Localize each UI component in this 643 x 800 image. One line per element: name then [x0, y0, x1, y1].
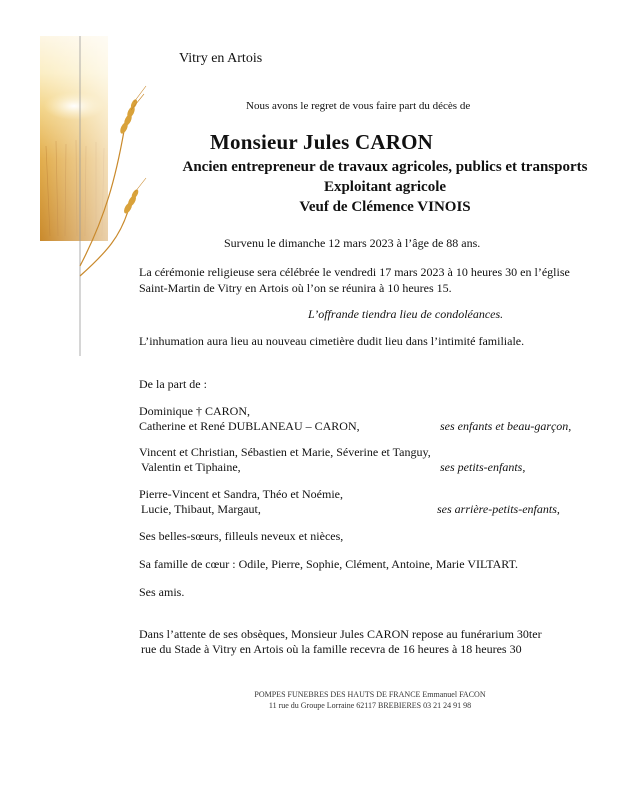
deceased-title-1: Ancien entrepreneur de travaux agricoles, publics et transports	[182, 159, 588, 175]
family-group3-line1: Pierre-Vincent et Sandra, Théo et Noémie,	[139, 487, 343, 501]
place-heading: Vitry en Artois	[179, 51, 263, 66]
family-group2-relation: ses petits-enfants,	[440, 460, 526, 474]
deceased-name: Monsieur Jules CARON	[210, 130, 433, 154]
ceremony-line-2: Saint-Martin de Vitry en Artois où l’on se réunira à 10 heures 15.	[139, 281, 452, 295]
offering-text: L’offrande tiendra lieu de condoléances.	[308, 307, 504, 321]
death-date-text: Survenu le dimanche 12 mars 2023 à l’âge de 88 ans.	[224, 236, 481, 250]
rest-line-2: rue du Stade à Vitry en Artois où la famille recevra de 16 heures à 18 heures 30	[141, 642, 522, 656]
rest-line-1: Dans l’attente de ses obsèques, Monsieur Jules CARON repose au funérarium 30ter	[139, 627, 542, 641]
family-group1-line2: Catherine et René DUBLANEAU – CARON,	[139, 419, 360, 433]
intro-text: Nous avons le regret de vous faire part du décès de	[246, 100, 471, 112]
ceremony-line-1: La cérémonie religieuse sera célébrée le vendredi 17 mars 2023 à 10 heures 30 en l’église	[139, 265, 570, 279]
funeral-home-address: 11 rue du Groupe Lorraine 62117 BREBIERES 03 21 24 91 98	[268, 701, 472, 710]
family-group2-line1: Vincent et Christian, Sébastien et Marie, Séverine et Tanguy,	[139, 445, 431, 459]
deceased-title-3: Veuf de Clémence VINOIS	[299, 199, 471, 215]
family-group3-relation: ses arrière-petits-enfants,	[437, 502, 560, 516]
in-laws-text: Ses belles-sœurs, filleuls neveux et nièces,	[139, 529, 344, 543]
heart-family-text: Sa famille de cœur : Odile, Pierre, Sophie, Clément, Antoine, Marie VILTART.	[139, 557, 519, 571]
family-group3-line2: Lucie, Thibaut, Margaut,	[141, 502, 261, 516]
family-group1-line1: Dominique † CARON,	[139, 404, 250, 418]
deceased-title-2: Exploitant agricole	[323, 179, 447, 195]
burial-text: L’inhumation aura lieu au nouveau cimetière dudit lieu dans l’intimité familiale.	[139, 334, 525, 348]
wheat-field-image	[36, 36, 166, 356]
family-from-label: De la part de :	[139, 377, 207, 391]
family-group1-relation: ses enfants et beau-garçon,	[440, 419, 572, 433]
friends-text: Ses amis.	[139, 585, 185, 599]
family-group2-line2: Valentin et Tiphaine,	[141, 460, 241, 474]
funeral-home-name: POMPES FUNEBRES DES HAUTS DE FRANCE Emmanuel FACON	[254, 690, 486, 699]
